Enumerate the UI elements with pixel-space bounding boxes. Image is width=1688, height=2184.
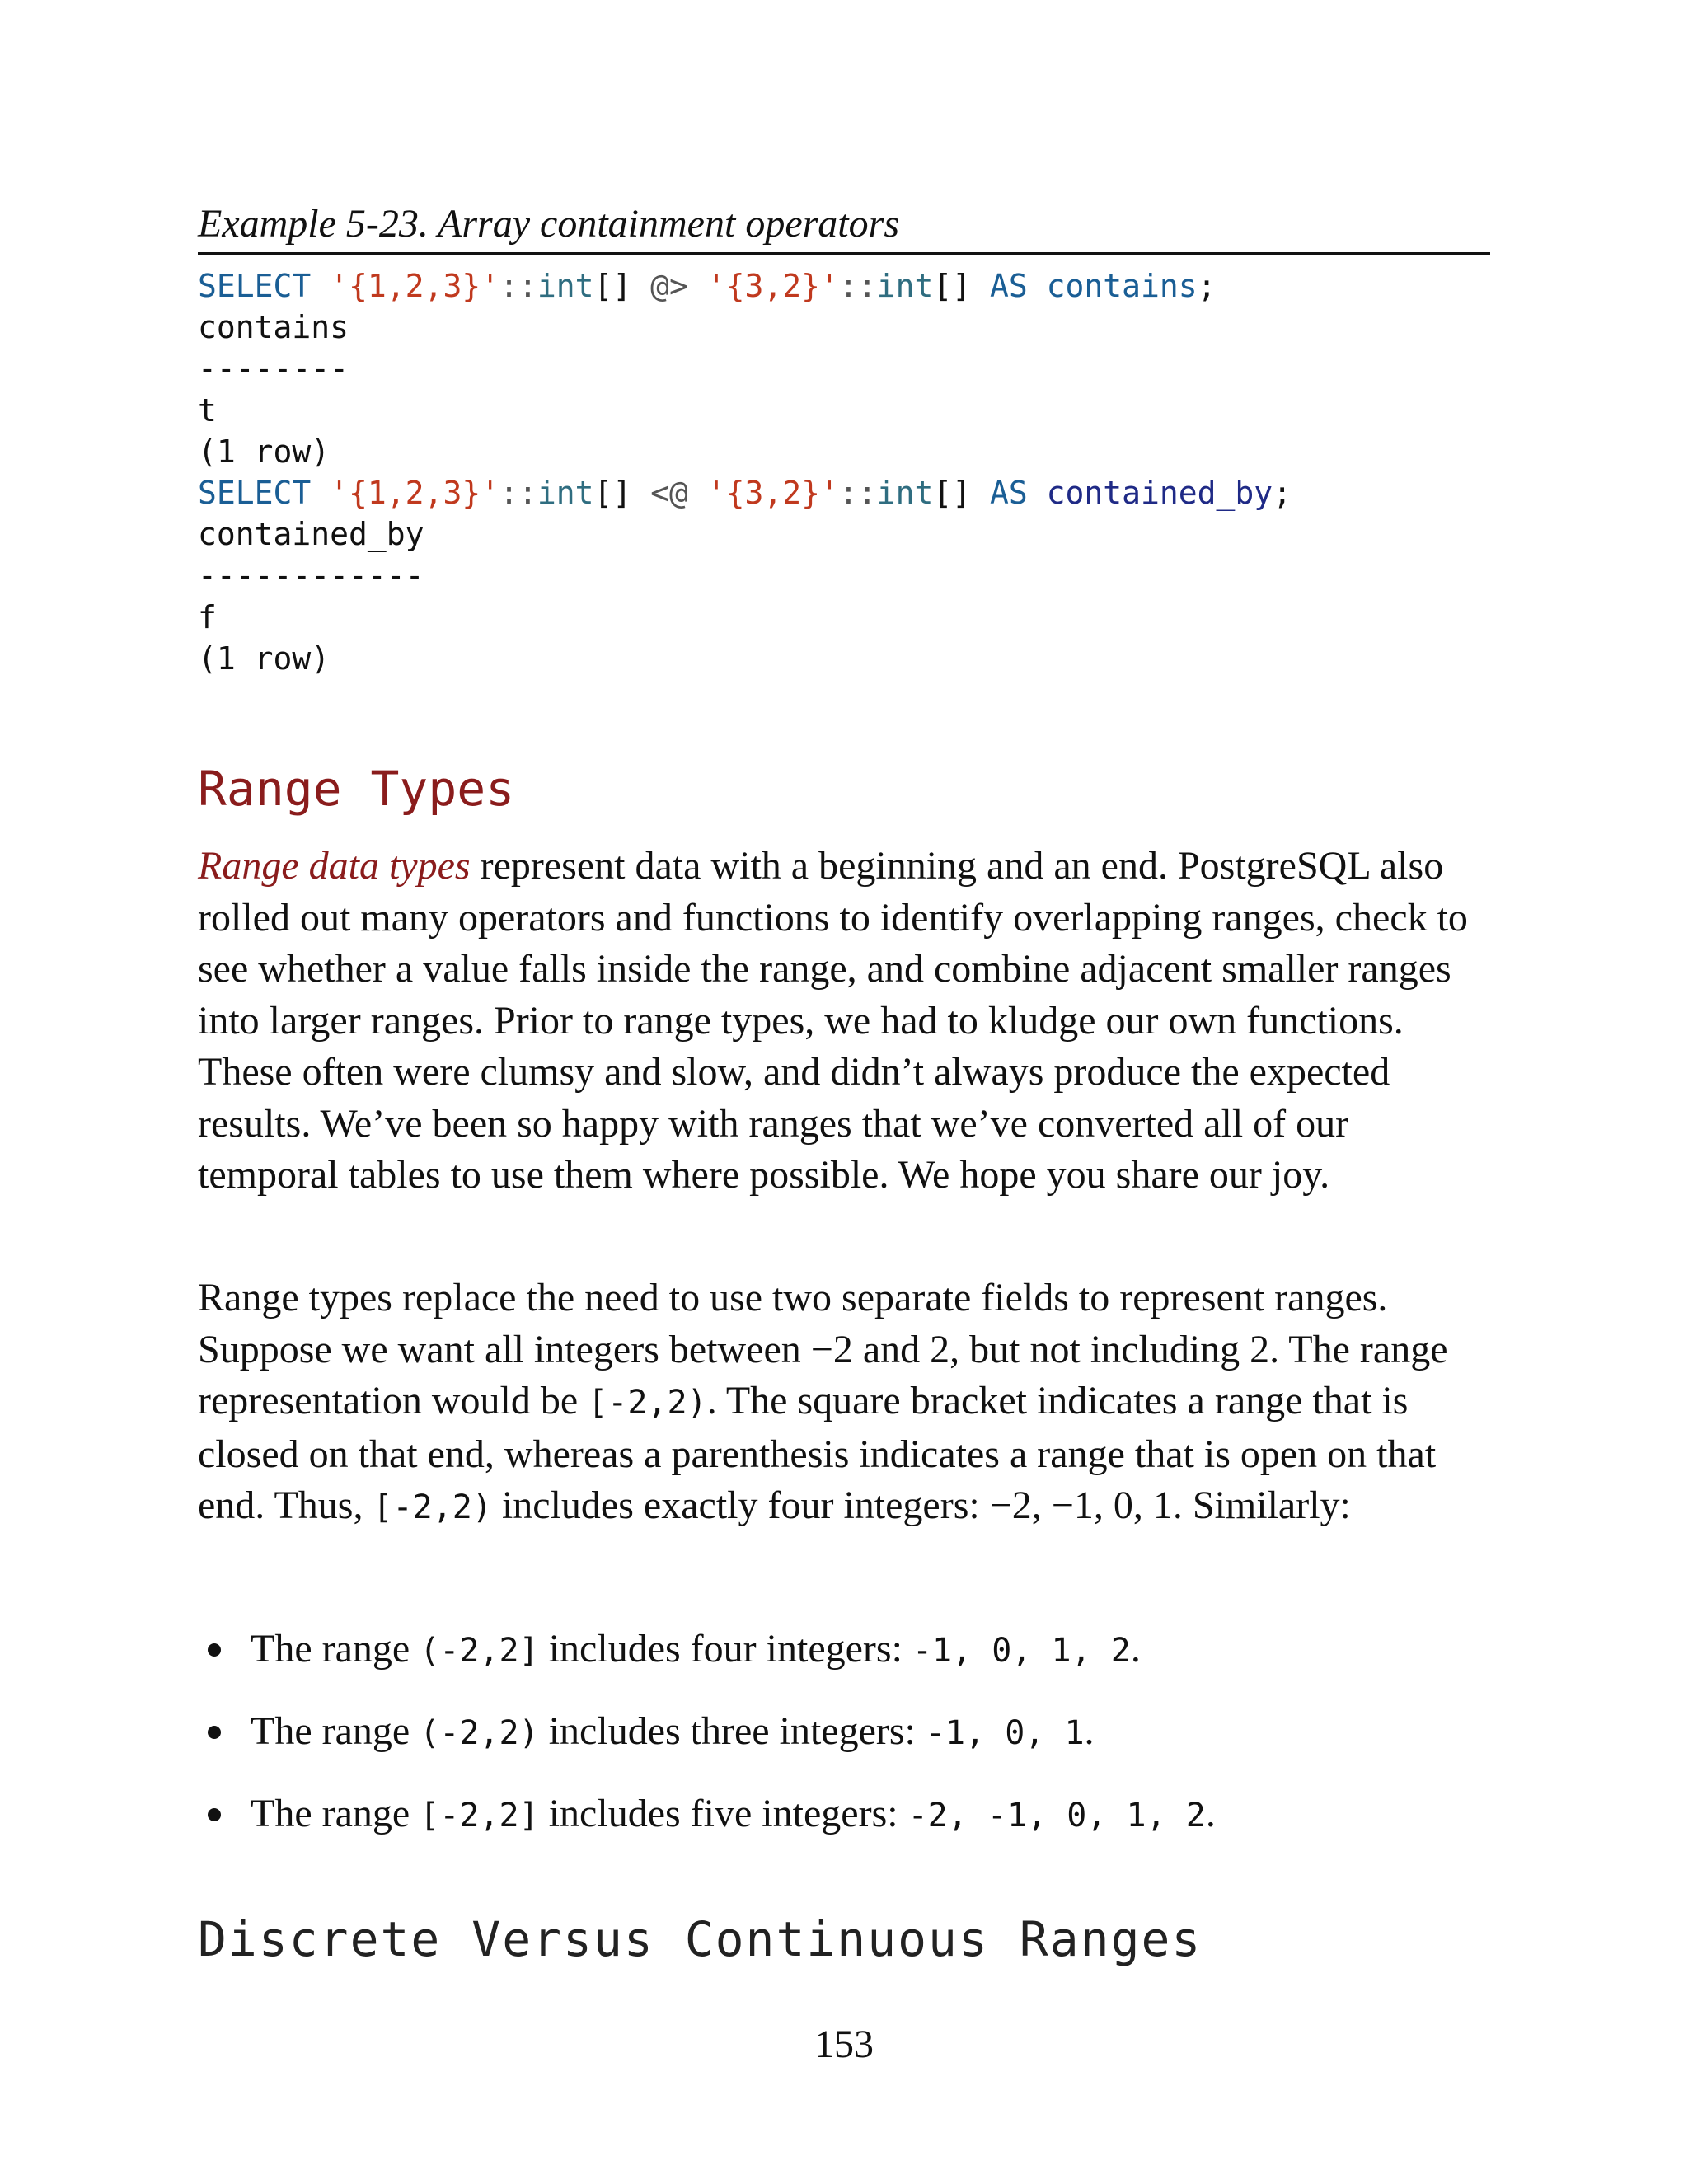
- sql-literal: '{3,2}': [706, 475, 839, 512]
- sql-cast: ::: [838, 475, 877, 512]
- subsection-heading: Discrete Versus Continuous Ranges: [198, 1911, 1203, 1967]
- sql-type: int: [876, 268, 934, 304]
- list-text: .: [1084, 1709, 1095, 1753]
- list-text: The range: [251, 1627, 420, 1671]
- result-row-count: (1 row): [198, 640, 331, 677]
- sql-literal: '{3,2}': [706, 268, 839, 304]
- result-rule: ------------: [198, 557, 424, 594]
- paragraph-range-intro: [198, 841, 1490, 1202]
- sql-alias: contained_by: [1046, 475, 1273, 512]
- defined-term: Range data types: [198, 844, 471, 888]
- paragraph-text: includes exactly four integers: −2, −1, 0, 1. Similarly:: [491, 1483, 1351, 1527]
- result-rule: --------: [198, 350, 349, 387]
- inline-code: -2, -1, 0, 1, 2: [907, 1797, 1206, 1835]
- sql-cast: ::: [838, 268, 877, 304]
- page-number: 153: [814, 2022, 874, 2066]
- paragraph-text: . The square bracket indicates a range that is closed on that end, whereas a parenthesis indicates a range that is open on that end. Thus,: [198, 1379, 1437, 1527]
- range-examples-list: [198, 1624, 1490, 1871]
- sql-literal: '{1,2,3}': [330, 268, 500, 304]
- sql-literal: '{1,2,3}': [330, 475, 500, 512]
- sql-keyword: AS: [989, 268, 1028, 304]
- inline-code: [-2,2]: [420, 1797, 539, 1835]
- sql-type: int: [876, 475, 934, 512]
- inline-code: (-2,2): [420, 1714, 539, 1752]
- sql-type: int: [537, 268, 594, 304]
- list-item: [198, 1788, 1490, 1871]
- sql-brackets: []: [593, 268, 651, 304]
- sql-operator: <@: [650, 475, 688, 512]
- sql-brackets: []: [933, 475, 990, 512]
- inline-code: -1, 0, 1: [925, 1714, 1085, 1752]
- sql-keyword: SELECT: [198, 268, 312, 304]
- code-line-query-1: [198, 268, 1217, 304]
- sql-type: int: [537, 475, 594, 512]
- list-text: includes three integers:: [538, 1709, 926, 1753]
- section-heading: Range Types: [198, 761, 515, 817]
- list-text: .: [1205, 1792, 1216, 1835]
- result-value: f: [198, 598, 217, 635]
- bullet-icon: [208, 1726, 221, 1739]
- sql-keyword: SELECT: [198, 475, 312, 512]
- result-row-count: (1 row): [198, 433, 331, 470]
- sql-semicolon: ;: [1197, 268, 1217, 304]
- sql-brackets: []: [593, 475, 651, 512]
- inline-code: [-2,2): [588, 1384, 707, 1422]
- paragraph-text: represent data with a beginning and an end. PostgreSQL also rolled out many operators and functions to identify overlapping ranges, check to see whether a value falls inside the range, and combine adjacent smaller ranges into larger ranges. Prior to range types, we had to kludge our own functions. These often were clumsy and slow, and didn’t always produce the expected results. We’ve been so happy with ranges that we’ve converted all of our temporal tables to use them where possible. We hope you share our joy.: [198, 844, 1468, 1197]
- list-text: The range: [251, 1792, 420, 1835]
- inline-code: [-2,2): [373, 1488, 492, 1526]
- list-text: .: [1130, 1627, 1141, 1671]
- result-value: t: [198, 391, 217, 429]
- paragraph-text: Range types replace the need to use two separate fields to represent ranges. Suppose we want all integers between −2 and 2, but not including 2. The range representation would be: [198, 1276, 1448, 1422]
- list-text: includes five integers:: [538, 1792, 908, 1835]
- inline-code: (-2,2]: [420, 1632, 539, 1670]
- sql-cast: ::: [499, 268, 537, 304]
- sql-operator: @>: [650, 268, 688, 304]
- sql-brackets: []: [933, 268, 990, 304]
- sql-keyword: AS: [989, 475, 1028, 512]
- sql-semicolon: ;: [1273, 475, 1292, 512]
- list-text: includes four integers:: [538, 1627, 912, 1671]
- sql-cast: ::: [499, 475, 537, 512]
- list-item: [198, 1624, 1490, 1706]
- example-caption: Example 5-23. Array containment operators: [198, 198, 1490, 255]
- list-item: [198, 1706, 1490, 1788]
- code-block: [198, 265, 1292, 679]
- bullet-icon: [208, 1643, 221, 1657]
- paragraph-range-notation: [198, 1272, 1490, 1534]
- bullet-icon: [208, 1808, 221, 1821]
- list-text: The range: [251, 1709, 420, 1753]
- sql-alias: contains: [1046, 268, 1198, 304]
- code-line-query-2: [198, 475, 1292, 511]
- result-header: contains: [198, 309, 349, 346]
- inline-code: -1, 0, 1, 2: [912, 1632, 1131, 1670]
- result-header: contained_by: [198, 516, 424, 553]
